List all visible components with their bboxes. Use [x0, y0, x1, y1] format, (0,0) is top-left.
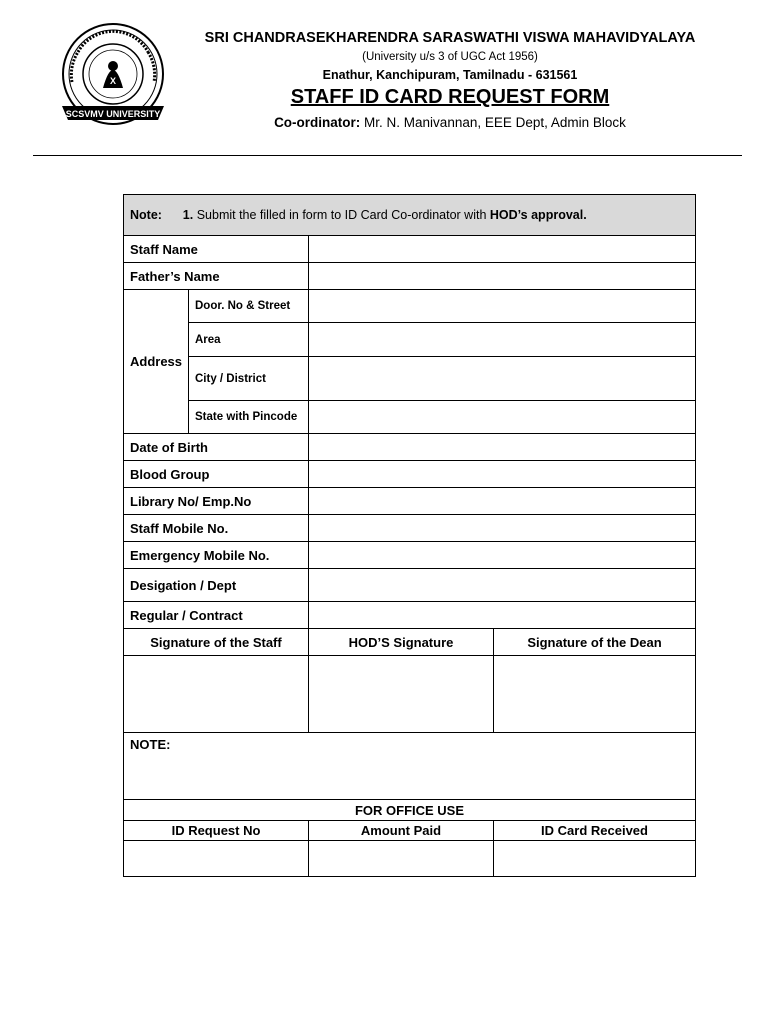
coordinator-value: Mr. N. Manivannan, EEE Dept, Admin Block [360, 115, 626, 130]
staff-signature-label: Signature of the Staff [124, 629, 309, 656]
dob-row [124, 434, 696, 461]
bottom-note-row [124, 733, 696, 800]
form-title: STAFF ID CARD REQUEST FORM [290, 86, 610, 108]
office-use-heading: FOR OFFICE USE [124, 800, 696, 821]
dob-field[interactable] [309, 434, 696, 461]
dean-signature-box[interactable] [494, 656, 696, 733]
emergency-mobile-row [124, 542, 696, 569]
city-label: City / District [189, 357, 309, 401]
id-card-received-field[interactable] [494, 841, 696, 877]
fathers-name-field[interactable] [309, 263, 696, 290]
university-name: SRI CHANDRASEKHARENDRA SARASWATHI VISWA MAHAVIDYALAYA [204, 30, 696, 46]
coordinator-line [170, 115, 730, 130]
header-divider [33, 155, 742, 156]
note-text: Submit the filled in form to ID Card Co-ordinator with [193, 208, 490, 222]
staff-name-label: Staff Name [124, 236, 309, 263]
regular-contract-field[interactable] [309, 602, 696, 629]
amount-paid-label: Amount Paid [309, 821, 494, 841]
coordinator-label: Co-ordinator: [274, 115, 361, 130]
university-seal-logo [58, 22, 168, 132]
staff-name-row [124, 236, 696, 263]
staff-signature-box[interactable] [124, 656, 309, 733]
dob-label: Date of Birth [124, 434, 309, 461]
id-card-received-label: ID Card Received [494, 821, 696, 841]
note-cell [124, 195, 696, 236]
office-use-heading-row [124, 800, 696, 821]
svg-text:X: X [109, 76, 117, 86]
mobile-label: Staff Mobile No. [124, 515, 309, 542]
library-no-field[interactable] [309, 488, 696, 515]
library-no-label: Library No/ Emp.No [124, 488, 309, 515]
note-label: Note: [130, 208, 162, 222]
address-state-row [124, 401, 696, 434]
address-door-row [124, 290, 696, 323]
note-number: 1. [182, 208, 194, 222]
emergency-mobile-field[interactable] [309, 542, 696, 569]
regular-contract-row [124, 602, 696, 629]
id-request-field[interactable] [124, 841, 309, 877]
mobile-row [124, 515, 696, 542]
amount-paid-field[interactable] [309, 841, 494, 877]
office-values-row [124, 841, 696, 877]
address-area-row [124, 323, 696, 357]
svg-text:SCSVMV UNIVERSITY: SCSVMV UNIVERSITY [65, 109, 161, 119]
blood-group-field[interactable] [309, 461, 696, 488]
university-address: Enathur, Kanchipuram, Tamilnadu - 631561 [322, 68, 578, 82]
state-label: State with Pincode [189, 401, 309, 434]
state-field[interactable] [309, 401, 696, 434]
emergency-mobile-label: Emergency Mobile No. [124, 542, 309, 569]
signature-box-row [124, 656, 696, 733]
address-city-row [124, 357, 696, 401]
note-emphasis: HOD’s approval. [489, 208, 587, 222]
signature-header-row [124, 629, 696, 656]
regular-contract-label: Regular / Contract [124, 602, 309, 629]
mobile-field[interactable] [309, 515, 696, 542]
dean-signature-label: Signature of the Dean [494, 629, 696, 656]
area-field[interactable] [309, 323, 696, 357]
university-subtitle: (University u/s 3 of UGC Act 1956) [362, 51, 538, 63]
blood-group-row [124, 461, 696, 488]
designation-field[interactable] [309, 569, 696, 602]
door-label: Door. No & Street [189, 290, 309, 323]
designation-label: Desigation / Dept [124, 569, 309, 602]
note-row [124, 195, 696, 236]
blood-group-label: Blood Group [124, 461, 309, 488]
fathers-name-label: Father’s Name [124, 263, 309, 290]
bottom-note-label: NOTE: [124, 733, 696, 800]
designation-row [124, 569, 696, 602]
address-label: Address [124, 290, 189, 434]
area-label: Area [189, 323, 309, 357]
city-field[interactable] [309, 357, 696, 401]
office-header-row [124, 821, 696, 841]
fathers-name-row [124, 263, 696, 290]
id-request-label: ID Request No [124, 821, 309, 841]
staff-name-field[interactable] [309, 236, 696, 263]
hod-signature-box[interactable] [309, 656, 494, 733]
library-no-row [124, 488, 696, 515]
door-field[interactable] [309, 290, 696, 323]
request-form-table [123, 194, 696, 877]
hod-signature-label: HOD’S Signature [309, 629, 494, 656]
